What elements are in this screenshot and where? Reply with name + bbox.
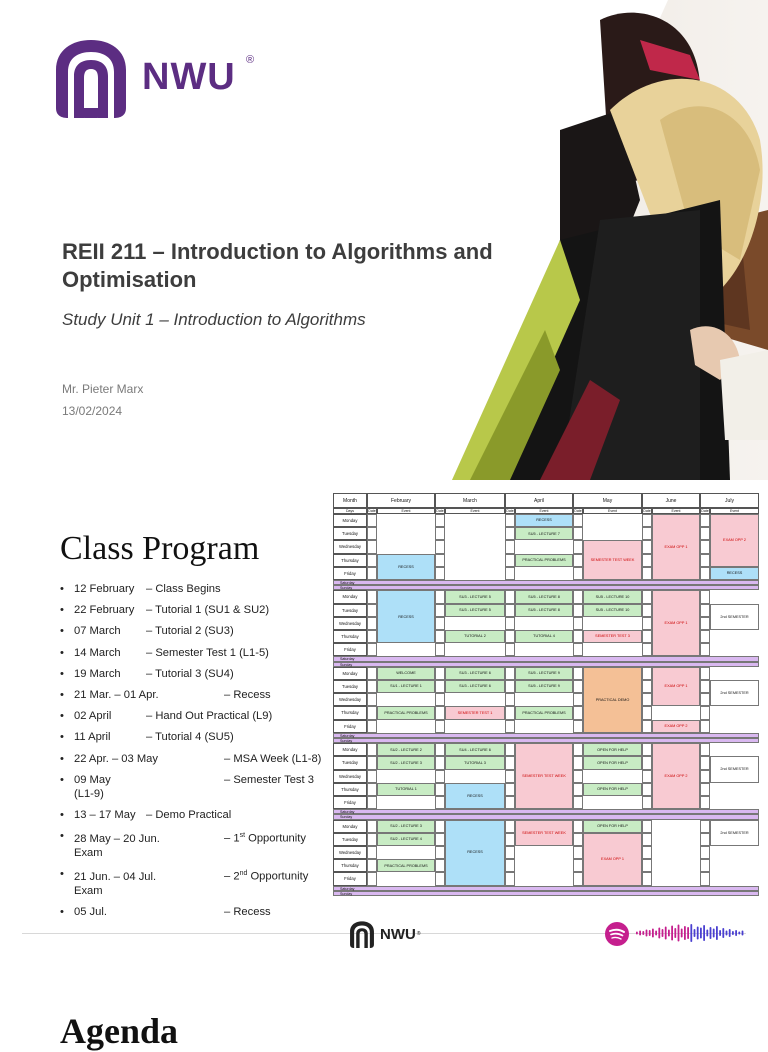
presentation-date: 13/02/2024: [62, 404, 123, 418]
calendar-event: EXAM OPP 1: [652, 667, 700, 707]
weekday-label: Wednesday: [333, 693, 367, 706]
date-cell: [642, 743, 652, 756]
date-cell: [573, 756, 583, 769]
slide-title: Agenda: [60, 1011, 179, 1051]
date-cell: [505, 617, 515, 630]
date-cell: [435, 820, 445, 833]
date-cell: [642, 872, 652, 885]
date-cell: [573, 770, 583, 783]
date-cell: [573, 820, 583, 833]
date-cell: [573, 514, 583, 527]
calendar-event: TUTORIAL 1: [377, 783, 435, 796]
date-cell: [435, 756, 445, 769]
date-cell: [505, 720, 515, 733]
list-item: • 21 Jun. – 04 Jul. – 2nd Opportunity Exam: [60, 867, 330, 898]
list-item: • 02 April – Hand Out Practical (L9): [60, 709, 330, 723]
date-cell: [642, 527, 652, 540]
date-cell: [642, 680, 652, 693]
date-cell: [367, 604, 377, 617]
date-cell: [505, 514, 515, 527]
weekend-label: Sunday: [340, 586, 353, 591]
date-cell: [642, 859, 652, 872]
month-header: March: [435, 493, 505, 508]
date-cell: [435, 567, 445, 580]
calendar-event: PRACTICAL DEMO: [583, 667, 642, 733]
date-cell: [642, 783, 652, 796]
date-cell: [367, 680, 377, 693]
footer-logo-registered: ®: [416, 931, 421, 937]
date-cell: [505, 527, 515, 540]
date-cell: [642, 770, 652, 783]
date-cell: [700, 693, 710, 706]
calendar-event: PRACTICAL PROBLEMS: [515, 554, 573, 567]
date-cell: [367, 643, 377, 656]
month-header: June: [642, 493, 700, 508]
calendar-event: SU5 - LECTURE 8: [515, 604, 573, 617]
weekday-label: Monday: [333, 590, 367, 603]
date-cell: [700, 554, 710, 567]
date-cell: [642, 667, 652, 680]
slide-title: REII 211 – Introduction to Algorithms and Optimisation: [62, 239, 493, 292]
weekday-label: Wednesday: [333, 770, 367, 783]
weekday-label: Thursday: [333, 859, 367, 872]
calendar-event: SEMESTER TEST WEEK: [515, 820, 573, 846]
list-item: • 12 February – Class Begins: [60, 582, 330, 596]
date-cell: [642, 567, 652, 580]
date-cell: [505, 604, 515, 617]
date-cell: [435, 643, 445, 656]
date-cell: [367, 796, 377, 809]
date-cell: [642, 630, 652, 643]
event-col-header: Event: [583, 508, 642, 514]
date-cell: [367, 846, 377, 859]
weekday-label: Tuesday: [333, 527, 367, 540]
date-cell: [573, 796, 583, 809]
date-cell: [642, 643, 652, 656]
calendar-event: RECESS: [377, 590, 435, 643]
date-cell: [367, 554, 377, 567]
calendar-event: TUTORIAL 4: [515, 630, 573, 643]
calendar-event: EXAM OPP 2: [652, 743, 700, 809]
weekend-label: Saturday: [340, 810, 355, 815]
calendar-event: 2nd SEMESTER: [710, 680, 759, 706]
date-cell: [700, 514, 710, 527]
date-cell: [435, 783, 445, 796]
date-cell: [573, 554, 583, 567]
calendar-event: RECESS: [445, 783, 505, 809]
date-cell: [505, 859, 515, 872]
date-cell: [435, 706, 445, 719]
semester-calendar: [333, 493, 759, 911]
date-cell: [505, 743, 515, 756]
calendar-event: 2nd SEMESTER: [710, 604, 759, 630]
calendar-event: SEMESTER TEST WEEK: [583, 540, 642, 580]
date-cell: [573, 833, 583, 846]
date-cell: [435, 540, 445, 553]
weekday-label: Tuesday: [333, 604, 367, 617]
calendar-event: TUTORIAL 3: [445, 756, 505, 769]
date-cell: [573, 743, 583, 756]
month-header: July: [700, 493, 759, 508]
program-list: [60, 582, 330, 926]
date-col-header: Date: [643, 509, 651, 513]
weekday-label: Monday: [333, 820, 367, 833]
calendar-event: SEMESTER TEST 1: [445, 706, 505, 719]
calendar-event: RECESS: [377, 554, 435, 580]
weekday-label: Monday: [333, 667, 367, 680]
date-cell: [505, 706, 515, 719]
list-item: • 11 April – Tutorial 4 (SU5): [60, 730, 330, 744]
list-item: • 09 May – Semester Test 3 (L1-9): [60, 773, 330, 801]
date-cell: [435, 527, 445, 540]
date-cell: [435, 872, 445, 885]
date-cell: [505, 643, 515, 656]
date-cell: [505, 693, 515, 706]
weekend-label: Saturday: [340, 733, 355, 738]
calendar-event: PRACTICAL PROBLEMS: [515, 706, 573, 719]
month-header: May: [573, 493, 642, 508]
list-item: • 19 March – Tutorial 3 (SU4): [60, 667, 330, 681]
weekday-label: Wednesday: [333, 846, 367, 859]
calendar-event: SU2 - LECTURE 2: [377, 743, 435, 756]
weekend-label: Saturday: [340, 657, 355, 662]
date-cell: [435, 514, 445, 527]
date-cell: [573, 630, 583, 643]
weekday-label: Thursday: [333, 783, 367, 796]
date-cell: [700, 846, 710, 859]
list-item: • 21 Mar. – 01 Apr. – Recess: [60, 688, 330, 702]
calendar-event: 2nd SEMESTER: [710, 820, 759, 846]
calendar-event: SU3 - LECTURE 6: [445, 667, 505, 680]
weekday-label: Wednesday: [333, 617, 367, 630]
date-cell: [505, 872, 515, 885]
list-item: • 22 Apr. – 03 May – MSA Week (L1-8): [60, 752, 330, 766]
date-cell: [505, 820, 515, 833]
date-cell: [573, 667, 583, 680]
date-cell: [700, 630, 710, 643]
date-cell: [367, 514, 377, 527]
date-cell: [505, 796, 515, 809]
date-cell: [505, 680, 515, 693]
date-cell: [573, 693, 583, 706]
date-cell: [367, 770, 377, 783]
date-cell: [642, 846, 652, 859]
date-cell: [700, 783, 710, 796]
author: Mr. Pieter Marx: [62, 382, 144, 396]
calendar-event: PRACTICAL PROBLEMS: [377, 859, 435, 872]
date-cell: [700, 859, 710, 872]
date-cell: [642, 617, 652, 630]
calendar-event: OPEN FOR HELP: [583, 756, 642, 769]
date-cell: [573, 783, 583, 796]
nwu-logo: [50, 36, 255, 118]
event-col-header: Event: [445, 508, 505, 514]
list-item: • 22 February – Tutorial 1 (SU1 & SU2): [60, 603, 330, 617]
date-col-header: Date: [701, 509, 709, 513]
date-cell: [367, 743, 377, 756]
date-cell: [700, 540, 710, 553]
date-cell: [435, 859, 445, 872]
date-col-header: Date: [574, 509, 582, 513]
calendar-event: SU4 - LECTURE 6: [445, 743, 505, 756]
date-cell: [505, 846, 515, 859]
weekend-label: Sunday: [340, 662, 353, 667]
date-cell: [573, 720, 583, 733]
footer-nwu-logo: [348, 920, 421, 948]
date-cell: [700, 743, 710, 756]
weekend-row: [333, 891, 759, 896]
month-header: April: [505, 493, 573, 508]
date-cell: [505, 590, 515, 603]
weekday-label: Friday: [333, 720, 367, 733]
date-cell: [642, 590, 652, 603]
weekend-label: Saturday: [340, 886, 355, 891]
calendar-event: SU2 - LECTURE 3: [377, 756, 435, 769]
date-cell: [642, 514, 652, 527]
days-header-label: Days: [333, 508, 367, 514]
nwu-emblem-icon: [50, 36, 132, 118]
weekday-label: Wednesday: [333, 540, 367, 553]
date-cell: [505, 630, 515, 643]
date-cell: [642, 720, 652, 733]
calendar-event: RECESS: [515, 514, 573, 527]
month-header-label: Month: [333, 493, 367, 508]
date-cell: [435, 667, 445, 680]
calendar-event: RECESS: [710, 567, 759, 580]
weekday-label: Thursday: [333, 554, 367, 567]
date-cell: [700, 680, 710, 693]
date-cell: [700, 604, 710, 617]
date-col-header: Date: [436, 509, 444, 513]
calendar-event: EXAM OPP 2: [710, 514, 759, 567]
calendar-event: RECESS: [445, 820, 505, 886]
title-slide: [0, 0, 768, 480]
weekend-label: Sunday: [340, 815, 353, 820]
calendar-event: SU5 - LECTURE 10: [583, 590, 642, 603]
date-cell: [505, 567, 515, 580]
calendar-event: EXAM OPP 1: [652, 590, 700, 656]
spotify-icon[interactable]: [605, 922, 629, 946]
date-cell: [367, 706, 377, 719]
date-cell: [367, 859, 377, 872]
date-cell: [435, 554, 445, 567]
date-cell: [642, 756, 652, 769]
audio-waveform-icon: [636, 923, 748, 943]
calendar-event: SU5 - LECTURE 9: [515, 667, 573, 680]
agenda-slide: [0, 962, 768, 1051]
date-cell: [642, 540, 652, 553]
footer-logo-wordmark: NWU: [380, 925, 416, 943]
date-cell: [435, 720, 445, 733]
date-cell: [505, 770, 515, 783]
calendar-event: SU1 - LECTURE 1: [377, 680, 435, 693]
weekend-label: Sunday: [340, 891, 353, 896]
date-cell: [700, 527, 710, 540]
date-cell: [505, 540, 515, 553]
calendar-event: OPEN FOR HELP: [583, 743, 642, 756]
date-cell: [435, 693, 445, 706]
calendar-event: SU5 - LECTURE 8: [515, 590, 573, 603]
weekday-label: Friday: [333, 872, 367, 885]
weekday-label: Tuesday: [333, 756, 367, 769]
date-cell: [367, 590, 377, 603]
weekday-label: Monday: [333, 514, 367, 527]
date-cell: [700, 872, 710, 885]
event-col-header: Event: [710, 508, 759, 514]
date-cell: [435, 833, 445, 846]
date-cell: [367, 540, 377, 553]
date-cell: [700, 833, 710, 846]
list-item: • 07 March – Tutorial 2 (SU3): [60, 624, 330, 638]
date-cell: [573, 527, 583, 540]
date-cell: [642, 554, 652, 567]
date-cell: [367, 820, 377, 833]
date-cell: [573, 706, 583, 719]
calendar-event: 2nd SEMESTER: [710, 756, 759, 782]
date-cell: [367, 693, 377, 706]
date-cell: [435, 590, 445, 603]
list-item: • 14 March – Semester Test 1 (L1-5): [60, 646, 330, 660]
date-cell: [573, 643, 583, 656]
calendar-event: EXAM OPP 2: [652, 720, 700, 733]
date-cell: [505, 783, 515, 796]
date-col-header: Date: [368, 509, 376, 513]
date-cell: [642, 820, 652, 833]
calendar-event: PRACTICAL PROBLEMS: [377, 706, 435, 719]
date-cell: [367, 667, 377, 680]
date-cell: [367, 567, 377, 580]
date-cell: [505, 756, 515, 769]
date-cell: [573, 540, 583, 553]
weekday-label: Thursday: [333, 630, 367, 643]
month-header: February: [367, 493, 435, 508]
date-cell: [435, 617, 445, 630]
date-cell: [700, 706, 710, 719]
date-cell: [435, 846, 445, 859]
date-cell: [435, 770, 445, 783]
calendar-event: SU5 - LECTURE 9: [515, 680, 573, 693]
weekday-label: Friday: [333, 567, 367, 580]
date-cell: [573, 680, 583, 693]
calendar-event: SU5 - LECTURE 10: [583, 604, 642, 617]
calendar-event: OPEN FOR HELP: [583, 820, 642, 833]
weekday-label: Friday: [333, 643, 367, 656]
date-cell: [573, 567, 583, 580]
event-col-header: Event: [652, 508, 700, 514]
slide-title: Class Program: [60, 530, 260, 567]
date-cell: [700, 643, 710, 656]
weekday-label: Monday: [333, 743, 367, 756]
nwu-emblem-icon: [348, 920, 376, 948]
date-cell: [700, 756, 710, 769]
calendar-event: EXAM OPP 1: [583, 833, 642, 886]
class-program-slide: [0, 486, 768, 956]
date-cell: [367, 756, 377, 769]
date-cell: [367, 783, 377, 796]
list-item: • 13 – 17 May – Demo Practical: [60, 808, 330, 822]
event-col-header: Event: [515, 508, 573, 514]
date-cell: [573, 590, 583, 603]
date-cell: [573, 872, 583, 885]
date-cell: [505, 833, 515, 846]
weekday-label: Friday: [333, 796, 367, 809]
calendar-event: SU5 - LECTURE 7: [515, 527, 573, 540]
date-cell: [700, 667, 710, 680]
date-cell: [642, 706, 652, 719]
date-cell: [367, 872, 377, 885]
event-col-header: Event: [377, 508, 435, 514]
date-cell: [367, 617, 377, 630]
date-cell: [367, 527, 377, 540]
date-col-header: Date: [506, 509, 514, 513]
calendar-event: SU3 - LECTURE 6: [445, 680, 505, 693]
weekend-label: Saturday: [340, 581, 355, 585]
date-cell: [700, 796, 710, 809]
slide-subtitle: Study Unit 1 – Introduction to Algorithms: [62, 310, 366, 329]
calendar-event: SU2 - LECTURE 4: [377, 833, 435, 846]
date-cell: [700, 720, 710, 733]
date-cell: [435, 743, 445, 756]
date-cell: [367, 720, 377, 733]
list-item: • 28 May – 20 Jun. – 1st Opportunity Exam: [60, 829, 330, 860]
weekday-label: Thursday: [333, 706, 367, 719]
date-cell: [435, 630, 445, 643]
date-cell: [435, 680, 445, 693]
calendar-event: SU3 - LECTURE 5: [445, 590, 505, 603]
calendar-event: OPEN FOR HELP: [583, 783, 642, 796]
date-cell: [505, 667, 515, 680]
calendar-event: WELCOME: [377, 667, 435, 680]
date-cell: [700, 770, 710, 783]
date-cell: [573, 617, 583, 630]
date-cell: [642, 796, 652, 809]
date-cell: [367, 833, 377, 846]
date-cell: [700, 567, 710, 580]
calendar-event: EXAM OPP 1: [652, 514, 700, 580]
date-cell: [367, 630, 377, 643]
weekday-label: Tuesday: [333, 680, 367, 693]
calendar-event: SEMESTER TEST 3: [583, 630, 642, 643]
date-cell: [505, 554, 515, 567]
date-cell: [435, 604, 445, 617]
date-cell: [700, 590, 710, 603]
calendar-event: TUTORIAL 2: [445, 630, 505, 643]
logo-wordmark: NWU: [142, 55, 236, 98]
weekend-label: Sunday: [340, 739, 353, 743]
calendar-event: SU2 - LECTURE 3: [377, 820, 435, 833]
date-cell: [700, 820, 710, 833]
date-cell: [642, 604, 652, 617]
logo-registered: ®: [246, 54, 255, 66]
calendar-grid: [333, 493, 759, 911]
calendar-event: SEMESTER TEST WEEK: [515, 743, 573, 809]
date-cell: [642, 833, 652, 846]
date-cell: [573, 604, 583, 617]
weekday-label: Tuesday: [333, 833, 367, 846]
date-cell: [573, 846, 583, 859]
date-cell: [435, 796, 445, 809]
list-item: • 05 Jul. – Recess: [60, 905, 330, 919]
calendar-event: SU3 - LECTURE 5: [445, 604, 505, 617]
date-cell: [700, 617, 710, 630]
date-cell: [642, 693, 652, 706]
date-cell: [573, 859, 583, 872]
